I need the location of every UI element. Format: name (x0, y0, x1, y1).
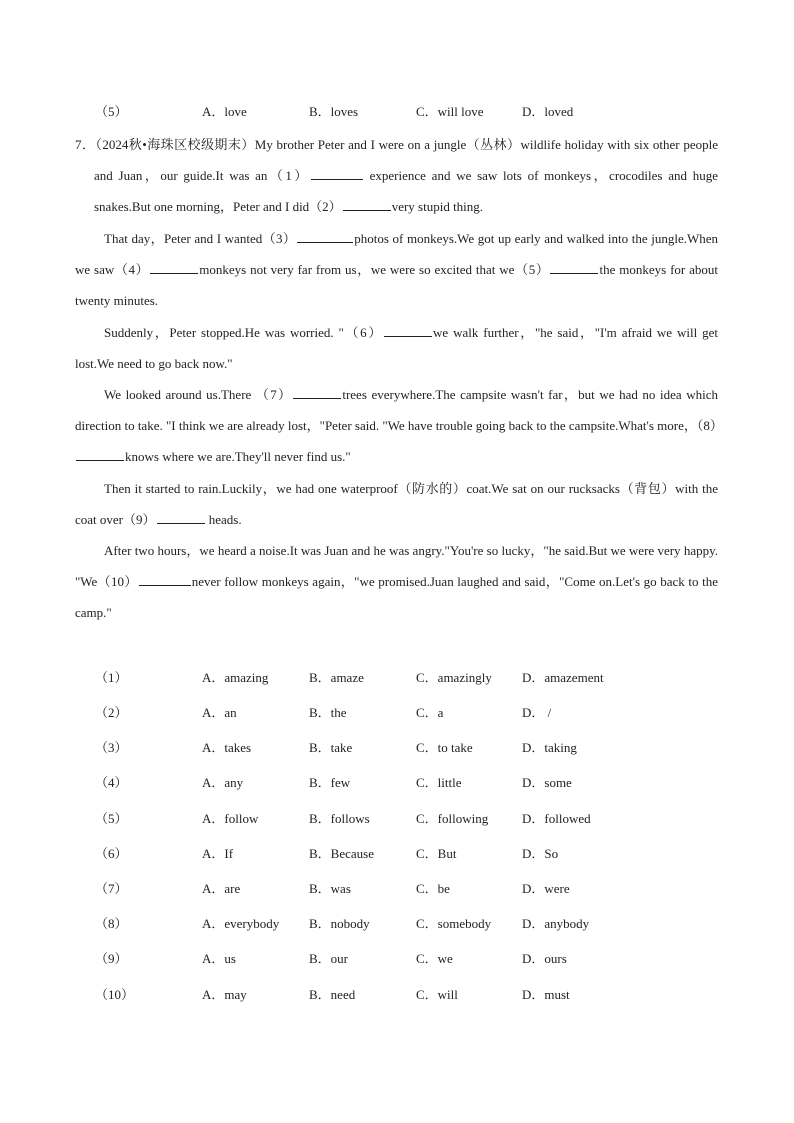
option-b: B．take (309, 740, 353, 755)
passage-paragraph-4: We looked around us.There （7） trees everywhere.The campsite wasn't far，but we had no idea which direction to take. "I think we are already lost，"Peter said. "We have trouble going back to the campsite.What's more，（8）knows where we are.They'll never find us." (75, 387, 723, 464)
option-d: D．some (522, 775, 572, 790)
option-c: C．will (416, 987, 458, 1002)
option-c: C．little (416, 775, 462, 790)
option-b: B．loves (309, 104, 359, 119)
option-number: （9） (95, 951, 128, 966)
option-b: B．need (309, 987, 356, 1002)
option-number: （8） (95, 916, 128, 931)
option-d: D．ours (522, 951, 567, 966)
option-b: B．our (309, 951, 349, 966)
option-row (0, 738, 794, 758)
passage-paragraph-5: Then it started to rain.Luckily，we had one waterproof（防水的）coat.We sat on our rucksacks（背包）with the coat over（9） heads. (75, 481, 718, 527)
option-number: （4） (95, 775, 128, 790)
option-row (0, 668, 794, 688)
option-row (0, 703, 794, 723)
option-a: A．everybody (202, 916, 280, 931)
option-d: D．anybody (522, 916, 590, 931)
option-d: D．So (522, 846, 559, 861)
option-c: C．be (416, 881, 450, 896)
option-a: A．If (202, 846, 234, 861)
option-number: （1） (95, 670, 128, 685)
option-row (0, 809, 794, 829)
option-number: （10） (95, 987, 135, 1002)
option-c: C．will love (416, 104, 484, 119)
option-a: A．may (202, 987, 247, 1002)
prev-option-row (0, 102, 794, 122)
answer-blank (297, 229, 353, 243)
option-number: （2） (95, 705, 128, 720)
option-b: B．nobody (309, 916, 370, 931)
option-a: A．are (202, 881, 241, 896)
option-d: D． / (522, 705, 552, 720)
option-row (0, 844, 794, 864)
option-number: （5） (95, 104, 128, 119)
answer-blank (139, 572, 191, 586)
option-row (0, 879, 794, 899)
answer-blank (550, 260, 598, 274)
option-c: C．we (416, 951, 453, 966)
option-c: C．following (416, 811, 489, 826)
option-row (0, 914, 794, 934)
option-row (0, 773, 794, 793)
option-b: B．the (309, 705, 347, 720)
option-d: D．taking (522, 740, 577, 755)
answer-blank (76, 447, 124, 461)
option-a: A．us (202, 951, 236, 966)
option-b: B．follows (309, 811, 370, 826)
option-b: B．Because (309, 846, 374, 861)
option-number: （5） (95, 811, 128, 826)
option-b: B．amaze (309, 670, 364, 685)
answer-blank (150, 260, 198, 274)
option-row (0, 985, 794, 1005)
passage-paragraph-6: After two hours，we heard a noise.It was Juan and he was angry."You're so lucky，"he said.But we were very happy. "We（10） never follow monkeys again，"we promised.Juan laughed and said，"Come on.Let's go back to the camp." (75, 543, 718, 620)
option-a: A．love (202, 104, 247, 119)
option-a: A．follow (202, 811, 259, 826)
question-number: 7． (75, 137, 96, 152)
option-a: A．any (202, 775, 244, 790)
answer-blank (343, 197, 391, 211)
option-number: （3） (95, 740, 128, 755)
option-a: A．an (202, 705, 237, 720)
option-b: B．was (309, 881, 351, 896)
option-a: A．takes (202, 740, 252, 755)
answer-blank (311, 166, 363, 180)
option-c: C．to take (416, 740, 473, 755)
option-a: A．amazing (202, 670, 269, 685)
option-c: C．But (416, 846, 457, 861)
passage-paragraph-1: 7．（2024秋•海珠区校级期末）My brother Peter and I were on a jungle（丛林）wildlife holiday with six other people and Juan，our guide.It was an（1） experience and we saw lots of monkeys，crocodiles and huge snakes.But one morning，Peter and I did（2） very stupid thing. (75, 137, 719, 214)
question-source: （2024秋•海珠区校级期末） (95, 137, 255, 152)
passage-paragraph-3: Suddenly，Peter stopped.He was worried. "（6） we walk further，"he said，"I'm afraid we will get lost.We need to go back now." (75, 325, 719, 371)
option-d: D．loved (522, 104, 574, 119)
option-d: D．were (522, 881, 570, 896)
answer-blank (293, 385, 341, 399)
option-c: C．a (416, 705, 444, 720)
answer-blank (384, 323, 432, 337)
passage-paragraph-2: That day，Peter and I wanted（3） photos of monkeys.We got up early and walked into the jungle.When we saw（4） monkeys not very far from us，we were so excited that we（5） the monkeys for about twenty minutes. (75, 231, 718, 308)
option-d: D．amazement (522, 670, 604, 685)
answer-blank (157, 510, 205, 524)
option-b: B．few (309, 775, 351, 790)
option-d: D．followed (522, 811, 591, 826)
option-number: （7） (95, 881, 128, 896)
option-c: C．amazingly (416, 670, 492, 685)
option-row (0, 949, 794, 969)
option-number: （6） (95, 846, 128, 861)
option-d: D．must (522, 987, 570, 1002)
option-c: C．somebody (416, 916, 492, 931)
